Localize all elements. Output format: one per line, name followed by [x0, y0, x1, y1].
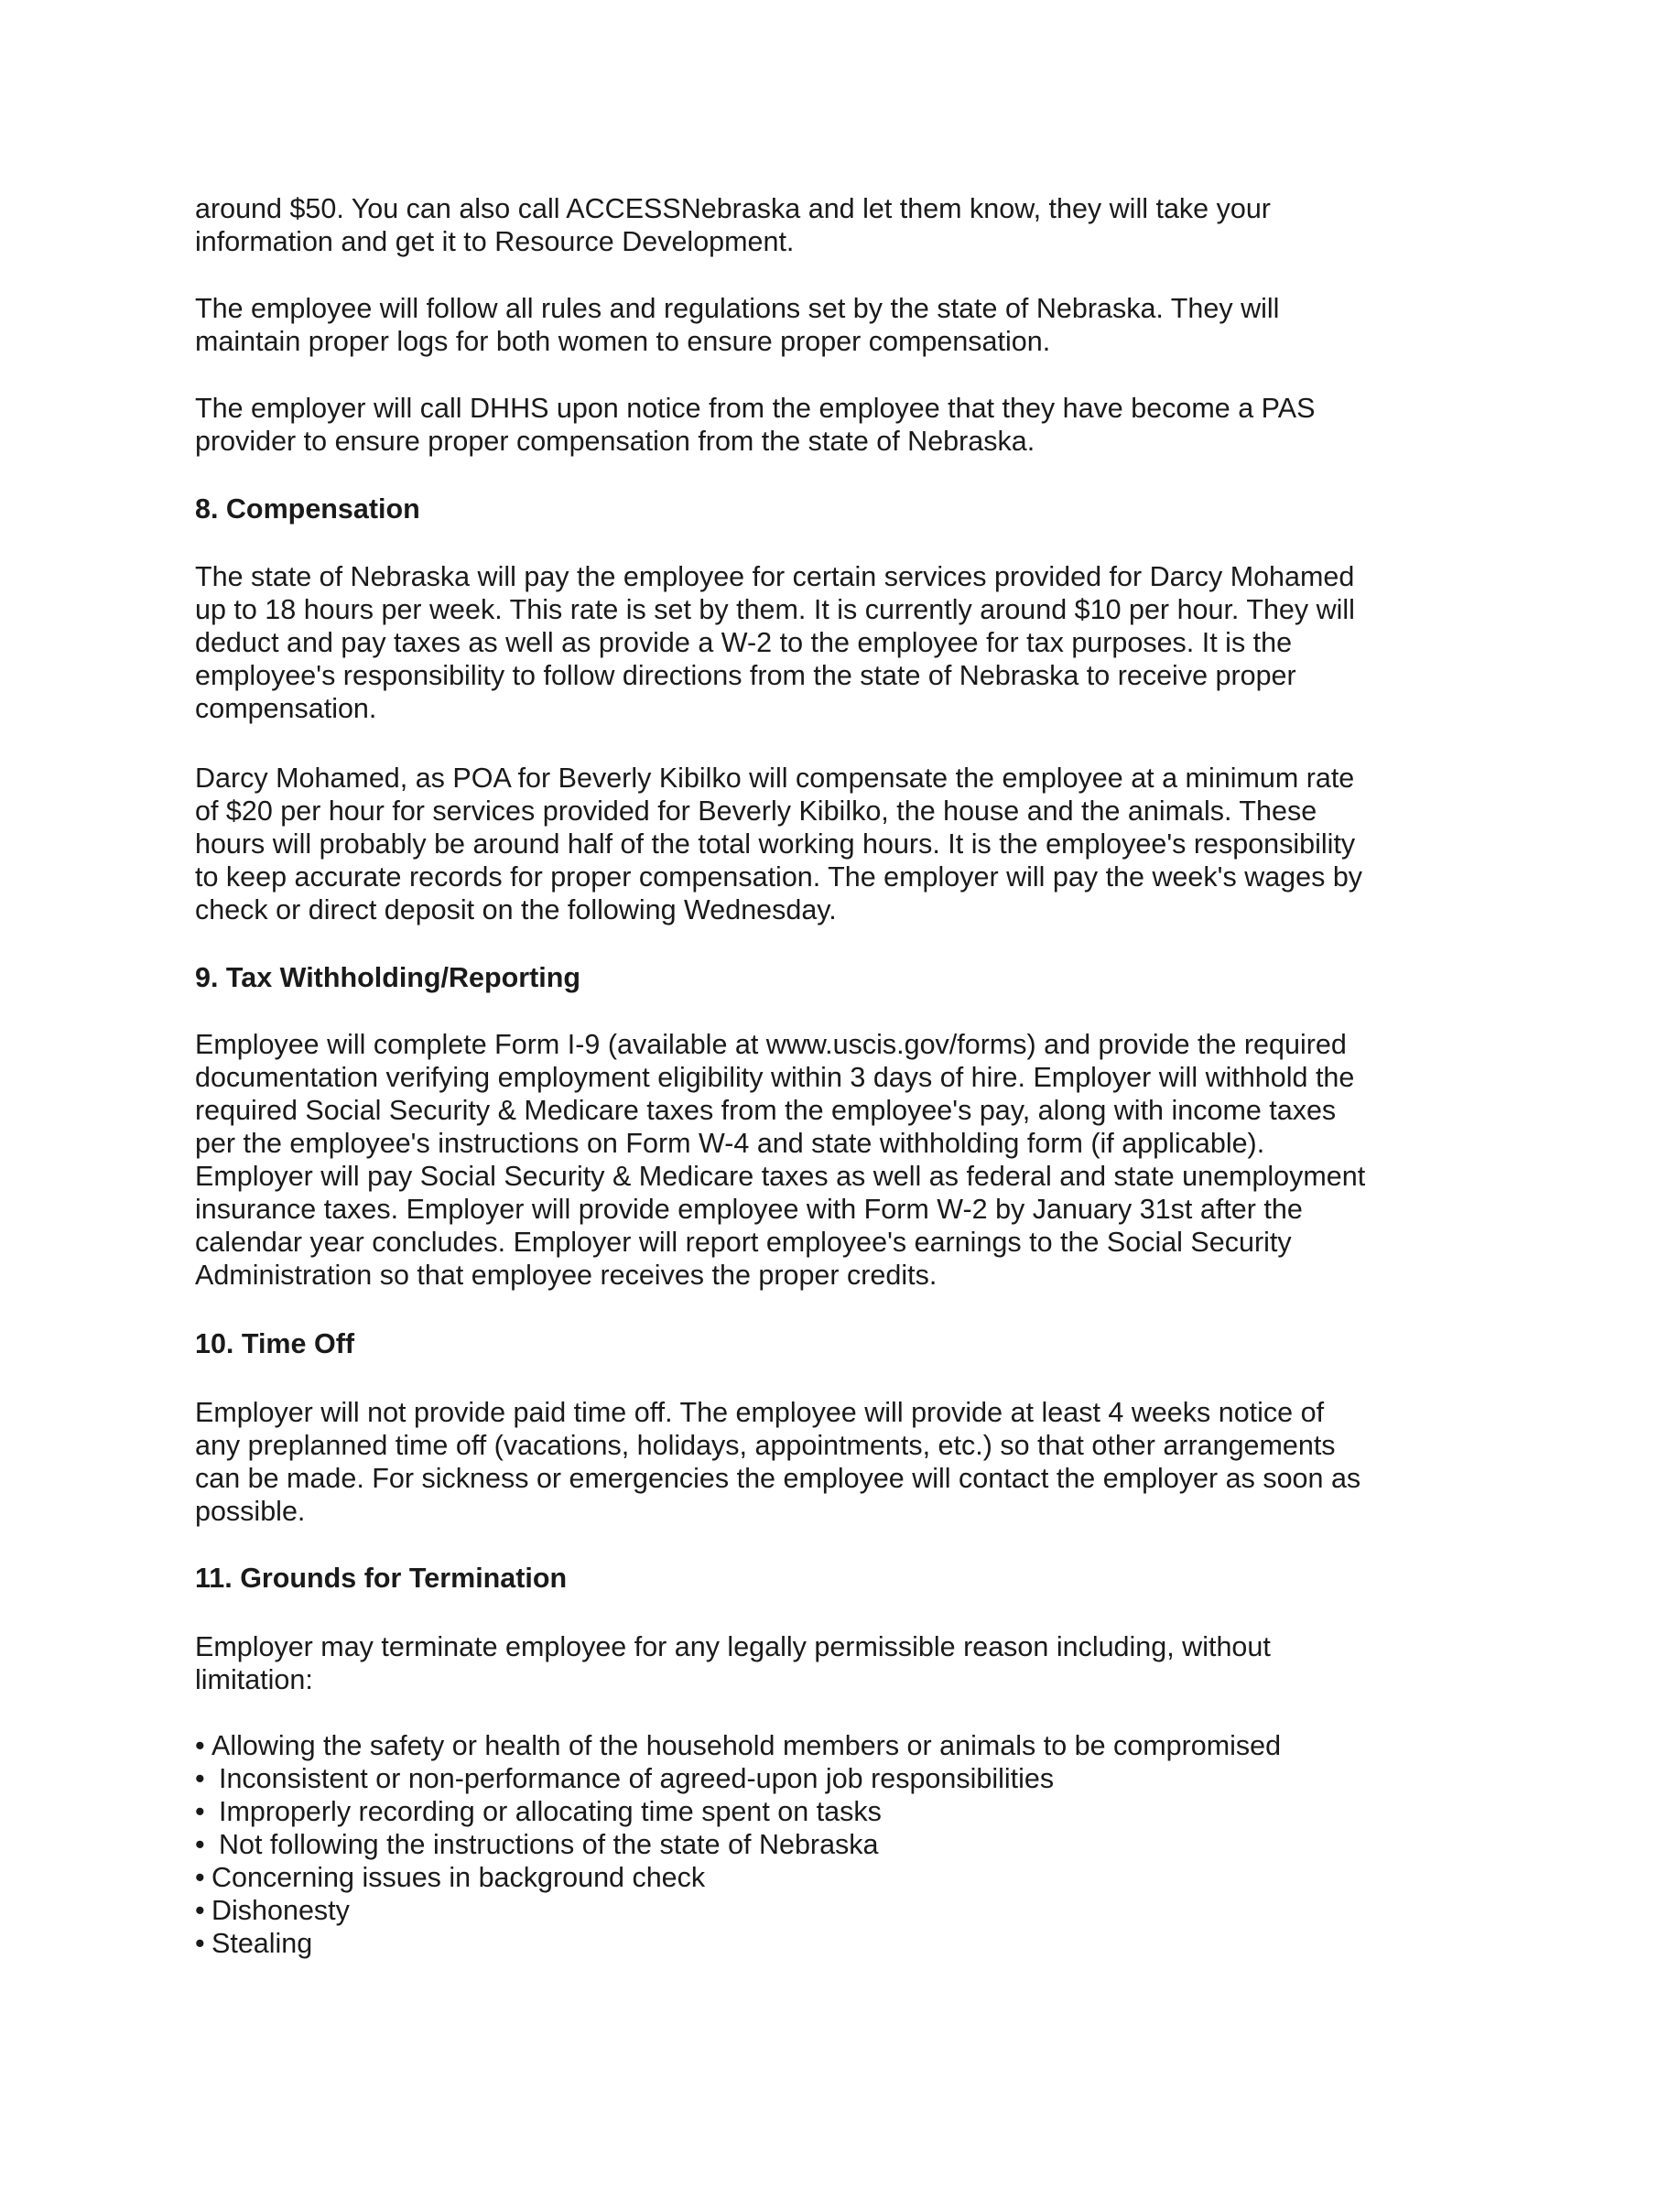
text-line: to keep accurate records for proper compensation. The employer will pay the week's wages by: [195, 861, 1363, 893]
paragraph-time-off: [195, 1396, 1360, 1528]
text-line: calendar year concludes. Employer will report employee's earnings to the Social Security: [195, 1227, 1292, 1258]
text-line: limitation:: [195, 1664, 313, 1695]
list-item-text: Stealing: [211, 1928, 313, 1959]
text-line: The employee will follow all rules and regulations set by the state of Nebraska. They will: [195, 293, 1280, 324]
text-line: of $20 per hour for services provided for Beverly Kibilko, the house and the animals. These: [195, 795, 1317, 827]
text-line: any preplanned time off (vacations, holidays, appointments, etc.) so that other arrangements: [195, 1430, 1336, 1461]
list-item: [195, 1762, 1281, 1795]
list-item: [195, 1894, 1281, 1927]
bullet-icon: •: [195, 1862, 205, 1893]
text-line: information and get it to Resource Development.: [195, 226, 795, 257]
text-line: check or direct deposit on the following Wednesday.: [195, 894, 837, 925]
text-line: up to 18 hours per week. This rate is set by them. It is currently around $10 per hour. They will: [195, 594, 1355, 625]
text-line: maintain proper logs for both women to ensure proper compensation.: [195, 326, 1051, 357]
text-line: employee's responsibility to follow directions from the state of Nebraska to receive proper: [195, 660, 1296, 691]
paragraph-resource-development: [195, 192, 1271, 258]
text-line: Darcy Mohamed, as POA for Beverly Kibilko will compensate the employee at a minimum rate: [195, 763, 1355, 794]
list-item: [195, 1795, 1281, 1828]
text-line: The state of Nebraska will pay the employee for certain services provided for Darcy Mohamed: [195, 561, 1355, 592]
paragraph-employer-dhhs: [195, 392, 1315, 458]
list-item: [195, 1729, 1281, 1762]
paragraph-tax: [195, 1028, 1365, 1292]
heading-time-off: 10. Time Off: [195, 1328, 355, 1359]
text-line: Employer will not provide paid time off. The employee will provide at least 4 weeks notice of: [195, 1397, 1325, 1428]
bullet-icon: •: [195, 1796, 205, 1827]
text-line: Employee will complete Form I-9 (available at www.uscis.gov/forms) and provide the required: [195, 1029, 1347, 1060]
text-line: compensation.: [195, 693, 377, 724]
heading-compensation: 8. Compensation: [195, 493, 420, 525]
paragraph-termination: [195, 1630, 1271, 1696]
list-item: [195, 1828, 1281, 1861]
paragraph-state-pay: [195, 560, 1355, 725]
text-line: provider to ensure proper compensation from the state of Nebraska.: [195, 426, 1035, 457]
paragraph-poa-pay: [195, 762, 1362, 926]
heading-tax-withholding: 9. Tax Withholding/Reporting: [195, 962, 581, 993]
text-line: The employer will call DHHS upon notice from the employee that they have become a PAS: [195, 393, 1316, 424]
list-item: [195, 1861, 1281, 1894]
paragraph-employee-rules: [195, 292, 1279, 358]
list-item-text: Concerning issues in background check: [211, 1862, 706, 1893]
text-line: deduct and pay taxes as well as provide a W-2 to the employee for tax purposes. It is the: [195, 627, 1293, 658]
heading-grounds-for-termination: 11. Grounds for Termination: [195, 1563, 568, 1594]
bullet-icon: •: [195, 1763, 205, 1794]
text-line: Employer may terminate employee for any legally permissible reason including, without: [195, 1631, 1271, 1662]
text-line: per the employee's instructions on Form W-4 and state withholding form (if applicable).: [195, 1128, 1265, 1159]
text-line: insurance taxes. Employer will provide employee with Form W-2 by January 31st after the: [195, 1194, 1303, 1225]
text-line: can be made. For sickness or emergencies the employee will contact the employer as soon as: [195, 1463, 1361, 1494]
termination-bullet-list: [195, 1729, 1281, 1960]
text-line: required Social Security & Medicare taxes from the employee's pay, along with income taxes: [195, 1095, 1337, 1126]
bullet-icon: •: [195, 1829, 205, 1860]
text-line: hours will probably be around half of the total working hours. It is the employee's responsibility: [195, 828, 1356, 860]
bullet-icon: •: [195, 1730, 205, 1761]
text-line: possible.: [195, 1496, 306, 1527]
bullet-icon: •: [195, 1895, 205, 1926]
list-item: [195, 1927, 1281, 1960]
list-item-text: Dishonesty: [211, 1895, 350, 1926]
text-line: Employer will pay Social Security & Medicare taxes as well as federal and state unemployment: [195, 1161, 1366, 1192]
list-item-text: Improperly recording or allocating time spent on tasks: [219, 1796, 882, 1827]
bullet-icon: •: [195, 1928, 205, 1959]
list-item-text: Allowing the safety or health of the household members or animals to be compromised: [211, 1730, 1282, 1761]
list-item-text: Not following the instructions of the state of Nebraska: [219, 1829, 879, 1860]
list-item-text: Inconsistent or non-performance of agreed-upon job responsibilities: [219, 1763, 1055, 1794]
text-line: Administration so that employee receives the proper credits.: [195, 1260, 938, 1291]
text-line: around $50. You can also call ACCESSNebraska and let them know, they will take your: [195, 193, 1271, 224]
text-line: documentation verifying employment eligibility within 3 days of hire. Employer will withhold the: [195, 1062, 1355, 1093]
